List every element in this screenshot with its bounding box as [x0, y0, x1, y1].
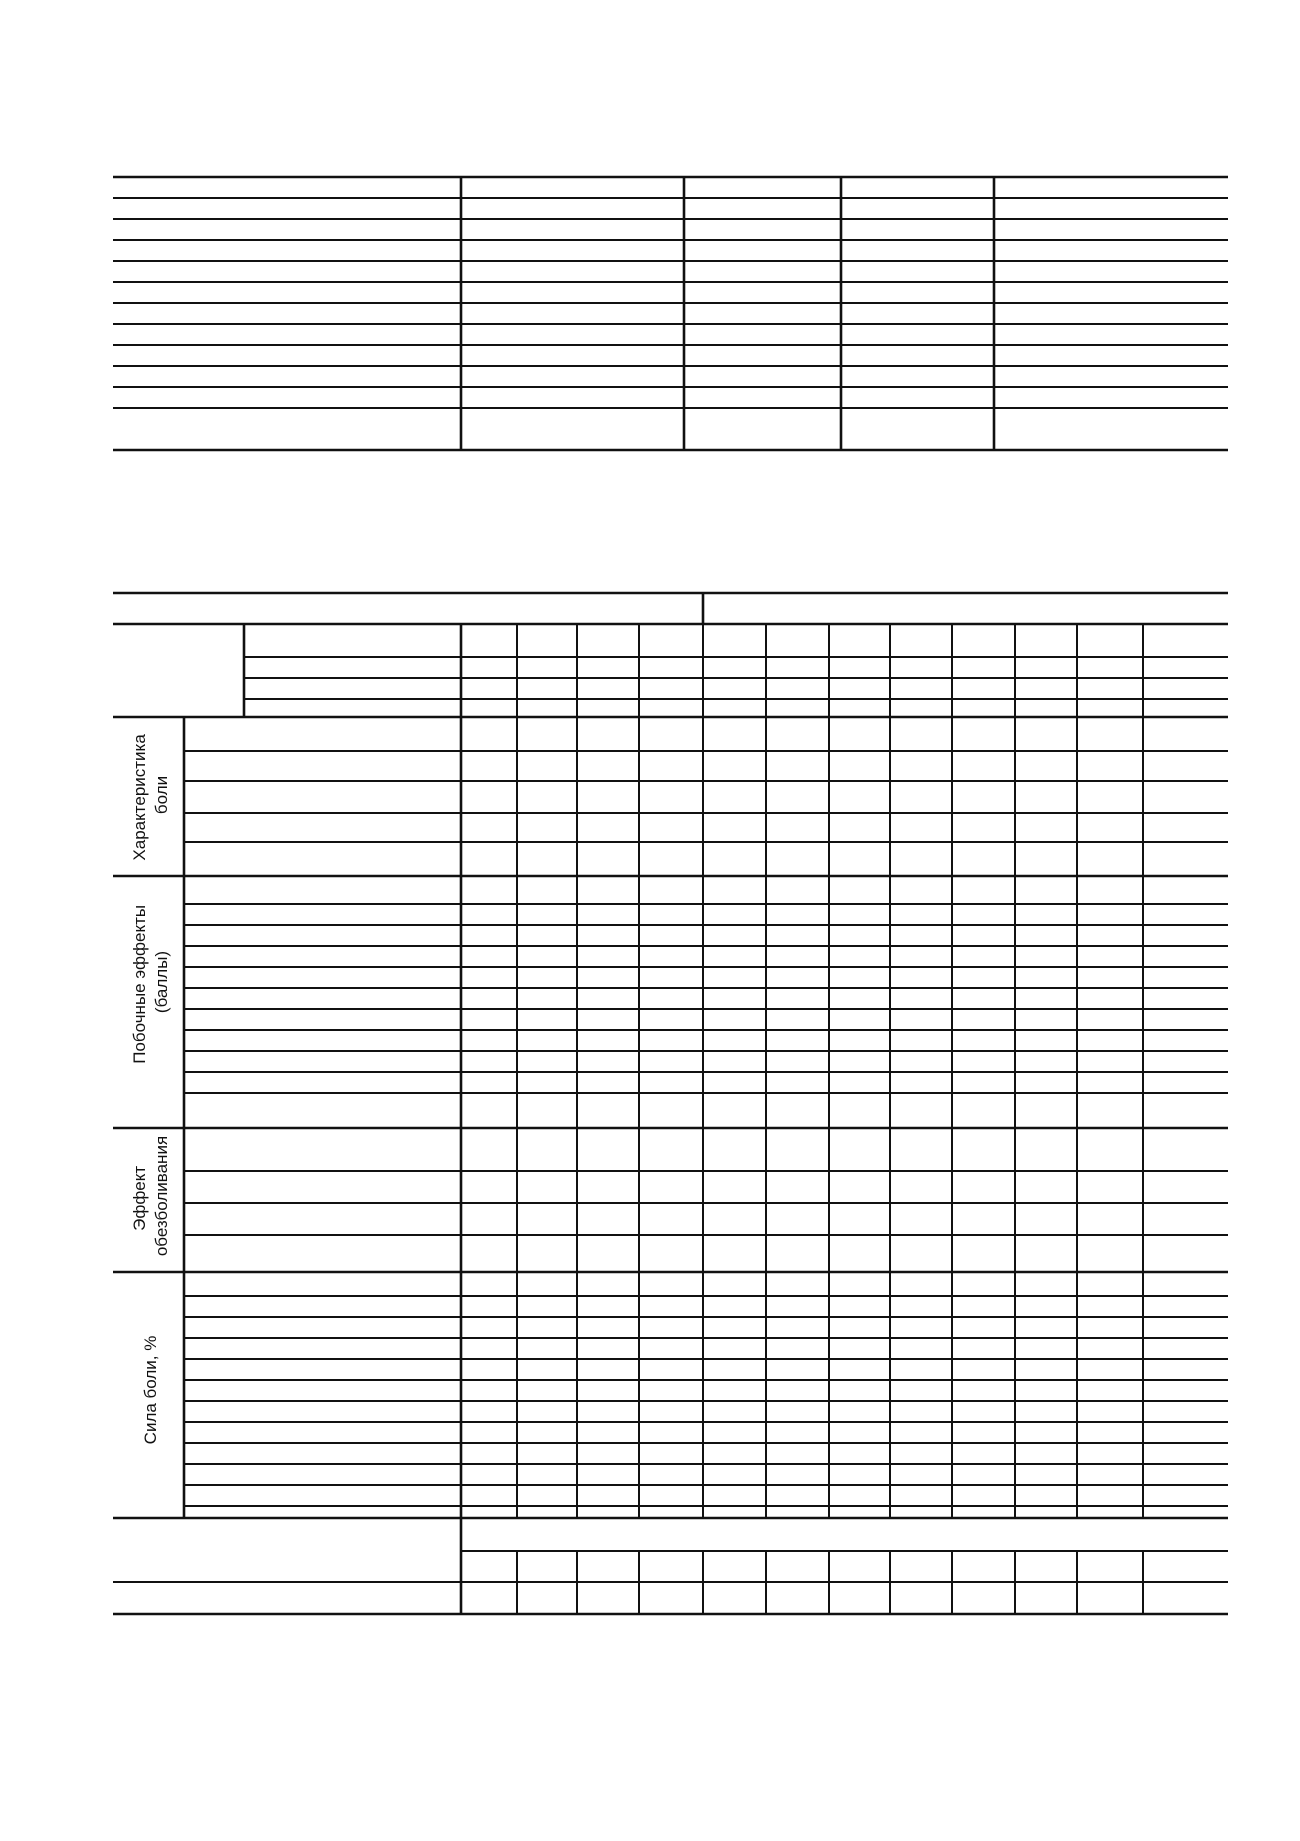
section-labels — [130, 729, 171, 1444]
section-label-pain-intensity: Сила боли, % — [141, 1335, 160, 1445]
section-label-pain-characteristics: Характеристика боли — [130, 734, 171, 861]
section-label-side-effects: Побочные эффекты (баллы) — [130, 904, 171, 1064]
upper-table-grid — [113, 177, 1228, 450]
section-label-analgesic-effect: Эффект обезболивания — [130, 1135, 171, 1257]
lower-table-grid — [113, 593, 1228, 1614]
